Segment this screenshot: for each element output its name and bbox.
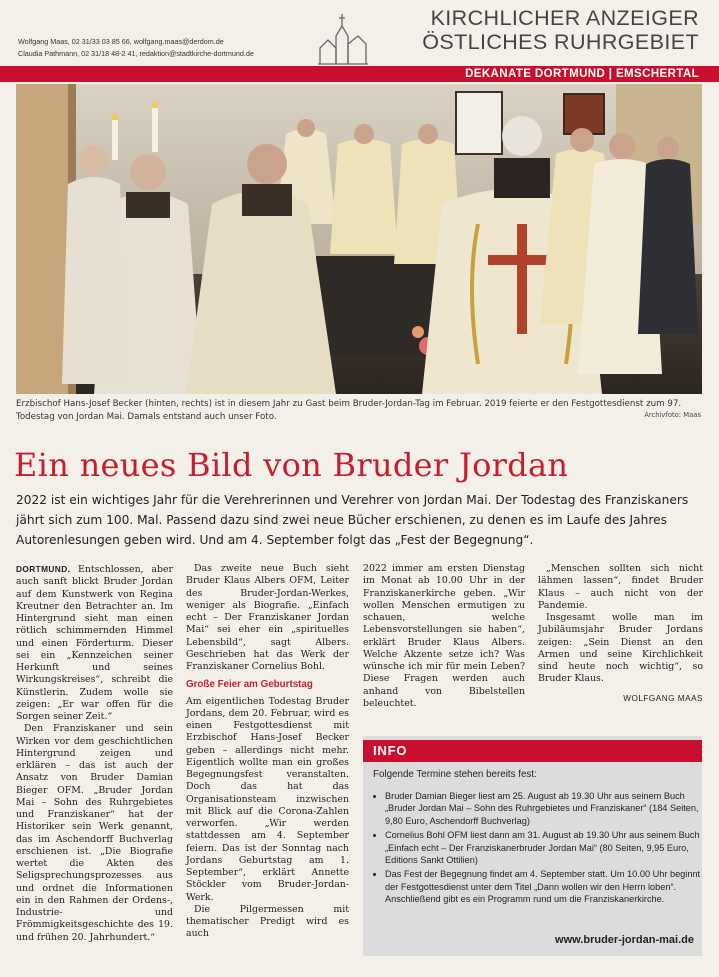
article-column-2 <box>186 563 349 941</box>
column-2-paragraph-1: Das zweite neue Buch sieht Bruder Klaus Albers OFM, Leiter des Bruder-Jordan-Werkes, weniger als Biografie. „Einfach echt – Der Franziskaner Jordan Mai“ sei eher ein „spirituelles Lebensbild“, sagt Albers. Geschrieben hat das Werk der Franziskaner Cornelius Bohl. <box>186 563 349 672</box>
info-list <box>373 790 711 908</box>
photo-credit: Archivfoto: Maas <box>644 411 701 419</box>
article-subheading: Große Feier am Geburtstag <box>186 679 313 691</box>
info-header <box>363 740 702 762</box>
column-2-paragraph-2: Am eigentlichen Todestag Bruder Jordans, dem 20. Februar, wird es einen Festgottesdienst mit Erzbischof Hans-Josef Becker geben – allerdings nicht mehr. Eigentlich wollte man ein großes Begegnungsfest veranstalten. Doch das hat das Organisationsteam inzwischen mit Blick auf die Corona-Zahlen verworfen. „Wir werden stattdessen am 4. September feiern. Das ist der Sonntag nach Jordans Geburtstag am 1. September“, erklärt Annette Stöckler vom Bruder-Jordan-Werk. <box>186 695 349 903</box>
column-4-paragraph-1: „Menschen sollten sich nicht lähmen lassen“, findet Bruder Klaus – auch nicht von der Pandemie. <box>538 563 703 611</box>
article-lead: 2022 ist ein wichtiges Jahr für die Verehrerinnen und Verehrer von Jordan Mai. Der Todestag des Franziskaners jährt sich zum 100. Mal. Passend dazu sind zwei neue Bücher erschienen, zu denen es im Laufe des Jahres Autorenlesungen geben wird. Und am 4. September folgt das „Fest der Begegnung“. <box>16 493 689 547</box>
column-1-paragraph-2: Den Franziskaner und sein Wirken vor dem geschichtlichen Hintergrund zeigen und erklären – das ist auch der Ansatz von Bruder Damian Bieger OFM. „Bruder Jordan Mai – Sohn des Ruhrgebietes und Franziskaner“ hat der Historiker sein Werk genannt, das im Aschendorff Buchverlag erschienen ist. „Die Biografie wertet die Akten des Seligsprechungsprozesses aus und ordnet die Informationen ein in den Rahmen der Ordens-, Industrie- und Frömmigkeitsgeschichte des 19. und frühen 20. Jahrhundert.“ <box>16 723 173 943</box>
masthead-contact <box>18 36 254 59</box>
publication-title <box>422 6 699 54</box>
column-2-paragraph-3: Die Pilgermessen mit thematischer Predigt wird es auch <box>186 903 349 940</box>
column-1-paragraph-1-text: Entschlossen, aber auch sanft blickt Bruder Jordan auf dem Kunstwerk von Regina Kreutner den Betrachter an. Im Hintergrund sieht man einen rötlich schimmernden Himmel und einen Förderturm. Dieser sei ein „Kennzeichen seiner Herkunft und seines Wirkungskreises“, schreibt die Künstlerin. Zudem wolle sie zeigen: „Er war offen für die Sorgen seiner Zeit.“ <box>16 564 173 722</box>
info-item-1: • Bruder Damian Bieger liest am 25. August ab 19.30 Uhr aus seinem Buch „Bruder Jordan Mai – Sohn des Ruhrgebietes und Franziskaner“ (184 Seiten, 9,80 Euro, Aschendorff Buchverlag) <box>385 790 711 827</box>
article-column-1 <box>16 563 173 944</box>
section-label: DEKANATE DORTMUND | EMSCHERTAL <box>465 68 699 80</box>
article-column-4 <box>538 563 703 705</box>
contact-line-1: Wolfgang Maas, 02 31/33 03 85 66, wolfgang.maas@derdom.de <box>18 37 224 46</box>
info-item-2: • Cornelius Bohl OFM liest dann am 31. August ab 19.30 Uhr aus seinem Buch „Einfach echt – Der Franziskanerbruder Jordan Mai“ (80 Seiten, 9,95 Euro, Editions Sankt Ottilien) <box>385 829 711 866</box>
article-author: WOLFGANG MAAS <box>623 693 703 703</box>
column-1-paragraph-1 <box>16 563 173 723</box>
publication-title-line-2: ÖSTLICHES RUHRGEBIET <box>422 30 699 54</box>
dateline: DORTMUND. <box>16 564 71 574</box>
article-headline: Ein neues Bild von Bruder Jordan <box>14 446 569 484</box>
photo-caption: Erzbischof Hans-Josef Becker (hinten, rechts) ist in diesem Jahr zu Gast beim Bruder-Jordan-Tag im Februar. 2019 feierte er den Festgottesdienst zum 97. Todestag von Jordan Mai. Damals entstand auch unser Foto. <box>16 399 682 422</box>
publication-title-line-1: KIRCHLICHER ANZEIGER <box>430 6 699 30</box>
column-4-paragraph-2: Insgesamt wolle man im Jubiläumsjahr Bruder Jordans zeigen: „Sein Dienst an den Armen und seine Kirchlichkeit sind heute noch wichtig“, so Bruder Klaus. <box>538 612 703 685</box>
info-item-3: • Das Fest der Begegnung findet am 4. September statt. Um 10.00 Uhr beginnt der Festgottesdienst unter dem Titel „Dann wollen wir den Herrn loben“. Anschließend gibt es ein Programm rund um die Franziskanerkirche. <box>385 868 711 905</box>
column-3-paragraph-1: 2022 immer am ersten Dienstag im Monat ab 10.00 Uhr in der Franziskanerkirche geben. „Wir wollen Menschen ermutigen zu schauen, welche Lebensvorstellungen sie haben“, erklärt Bruder Klaus Albers. Welche Akzente setze ich? Was wünsche ich mir für mein Leben? Diese Fragen werden auch anhand von Bibelstellen beleuchtet. <box>363 563 525 709</box>
info-box <box>363 736 702 956</box>
church-silhouette-icon <box>318 10 368 66</box>
info-intro: Folgende Termine stehen bereits fest: <box>373 769 537 780</box>
website-link[interactable]: www.bruder-jordan-mai.de <box>555 934 694 946</box>
article-photo <box>16 84 702 394</box>
article-column-3 <box>363 563 525 710</box>
photo-illustration <box>16 84 702 394</box>
contact-line-2: Claudia Pathmann, 02 31/18 48-2 41, redaktion@stadtkirche-dortmund.de <box>18 48 254 58</box>
info-title: INFO <box>373 743 408 758</box>
